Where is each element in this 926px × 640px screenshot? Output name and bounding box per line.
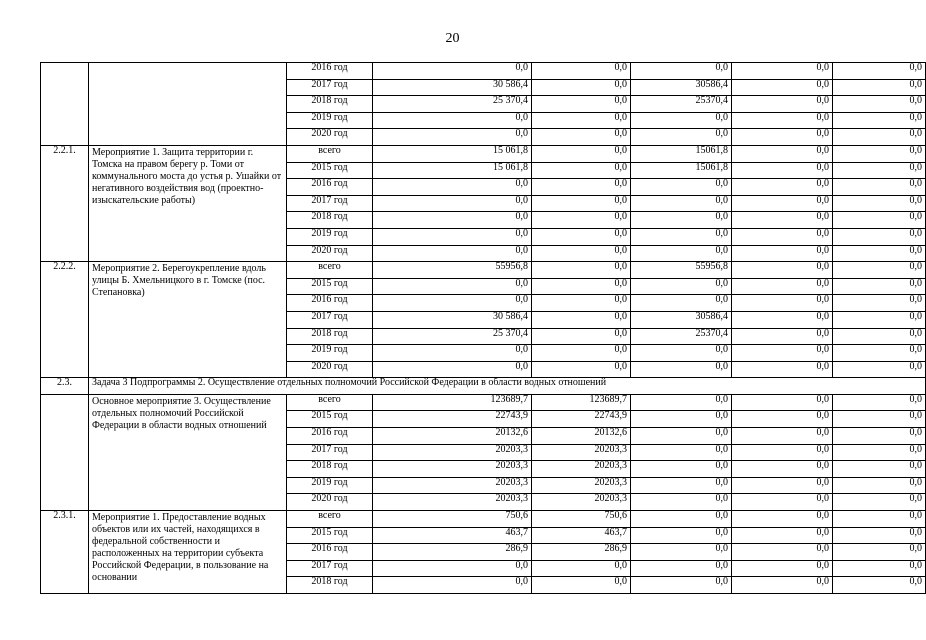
value-cell: 0,0	[631, 428, 732, 445]
value-cell: 0,0	[732, 345, 833, 362]
value-cell: 0,0	[833, 179, 926, 196]
value-cell: 0,0	[373, 295, 532, 312]
value-cell: 0,0	[532, 129, 631, 146]
value-cell: 750,6	[373, 511, 532, 528]
period-cell: 2017 год	[287, 195, 373, 212]
value-cell: 0,0	[732, 63, 833, 80]
item-code-cell: 2.2.2.	[41, 262, 89, 378]
value-cell: 0,0	[833, 129, 926, 146]
value-cell: 0,0	[631, 278, 732, 295]
value-cell: 0,0	[833, 63, 926, 80]
value-cell: 0,0	[373, 245, 532, 262]
item-title-cell: Мероприятие 1. Предоставление водных объектов или их частей, находящихся в федеральной собственности и расположенных на территории субъекта Российской Федерации, в пользование на основании	[89, 511, 287, 594]
period-cell: 2017 год	[287, 311, 373, 328]
value-cell: 0,0	[833, 145, 926, 162]
value-cell: 286,9	[532, 544, 631, 561]
value-cell: 0,0	[532, 345, 631, 362]
value-cell: 0,0	[833, 195, 926, 212]
item-code-cell	[41, 63, 89, 146]
value-cell: 0,0	[631, 345, 732, 362]
value-cell: 0,0	[373, 278, 532, 295]
period-cell: 2017 год	[287, 79, 373, 96]
period-cell: 2016 год	[287, 295, 373, 312]
value-cell: 22743,9	[373, 411, 532, 428]
value-cell: 0,0	[631, 361, 732, 378]
value-cell: 0,0	[532, 262, 631, 279]
value-cell: 0,0	[532, 212, 631, 229]
value-cell: 0,0	[732, 96, 833, 113]
value-cell: 20203,3	[373, 461, 532, 478]
value-cell: 30586,4	[631, 79, 732, 96]
value-cell: 0,0	[833, 527, 926, 544]
period-cell: 2018 год	[287, 577, 373, 594]
value-cell: 0,0	[373, 361, 532, 378]
value-cell: 0,0	[833, 394, 926, 411]
value-cell: 0,0	[631, 212, 732, 229]
value-cell: 0,0	[631, 511, 732, 528]
period-cell: 2015 год	[287, 527, 373, 544]
item-title-cell: Мероприятие 1. Защита территории г. Томска на правом берегу р. Томи от коммунального моста до устья р. Ушайки от негативного воздействия вод (проектно-изыскательские работы)	[89, 145, 287, 261]
value-cell: 0,0	[631, 112, 732, 129]
value-cell: 0,0	[833, 345, 926, 362]
value-cell: 0,0	[732, 295, 833, 312]
period-cell: 2015 год	[287, 278, 373, 295]
value-cell: 463,7	[532, 527, 631, 544]
value-cell: 20203,3	[532, 494, 631, 511]
value-cell: 0,0	[732, 112, 833, 129]
table-row	[41, 511, 926, 528]
value-cell: 0,0	[631, 577, 732, 594]
item-title-cell: Основное мероприятие 3. Осуществление отдельных полномочий Российской Федерации в области водных отношений	[89, 394, 287, 510]
period-cell: всего	[287, 511, 373, 528]
period-cell: 2018 год	[287, 96, 373, 113]
value-cell: 0,0	[732, 145, 833, 162]
table-row	[41, 262, 926, 279]
value-cell: 15 061,8	[373, 162, 532, 179]
value-cell: 0,0	[373, 577, 532, 594]
period-cell: 2016 год	[287, 63, 373, 80]
value-cell: 0,0	[732, 278, 833, 295]
value-cell: 0,0	[732, 461, 833, 478]
value-cell: 0,0	[833, 560, 926, 577]
period-cell: всего	[287, 262, 373, 279]
value-cell: 55956,8	[373, 262, 532, 279]
value-cell: 0,0	[532, 328, 631, 345]
value-cell: 0,0	[631, 494, 732, 511]
value-cell: 463,7	[373, 527, 532, 544]
value-cell: 0,0	[631, 560, 732, 577]
value-cell: 0,0	[631, 63, 732, 80]
value-cell: 15061,8	[631, 145, 732, 162]
table-row	[41, 394, 926, 411]
value-cell: 0,0	[631, 461, 732, 478]
value-cell: 0,0	[833, 544, 926, 561]
value-cell: 0,0	[631, 444, 732, 461]
value-cell: 0,0	[732, 428, 833, 445]
value-cell: 0,0	[833, 494, 926, 511]
value-cell: 0,0	[532, 179, 631, 196]
period-cell: всего	[287, 394, 373, 411]
value-cell: 123689,7	[373, 394, 532, 411]
value-cell: 0,0	[631, 544, 732, 561]
period-cell: 2019 год	[287, 228, 373, 245]
value-cell: 0,0	[732, 129, 833, 146]
value-cell: 0,0	[631, 527, 732, 544]
value-cell: 0,0	[631, 195, 732, 212]
item-title-cell: Мероприятие 2. Берегоукрепление вдоль улицы Б. Хмельницкого в г. Томске (пос. Степановка)	[89, 262, 287, 378]
value-cell: 0,0	[373, 228, 532, 245]
value-cell: 750,6	[532, 511, 631, 528]
value-cell: 0,0	[732, 444, 833, 461]
value-cell: 0,0	[732, 328, 833, 345]
value-cell: 0,0	[532, 63, 631, 80]
value-cell: 0,0	[631, 477, 732, 494]
value-cell: 0,0	[373, 112, 532, 129]
value-cell: 0,0	[373, 63, 532, 80]
period-cell: 2015 год	[287, 162, 373, 179]
value-cell: 0,0	[732, 228, 833, 245]
value-cell: 0,0	[732, 494, 833, 511]
value-cell: 0,0	[532, 577, 631, 594]
period-cell: 2020 год	[287, 494, 373, 511]
value-cell: 0,0	[532, 278, 631, 295]
value-cell: 0,0	[732, 212, 833, 229]
value-cell: 0,0	[631, 411, 732, 428]
value-cell: 22743,9	[532, 411, 631, 428]
period-cell: 2018 год	[287, 328, 373, 345]
value-cell: 0,0	[532, 361, 631, 378]
value-cell: 0,0	[833, 511, 926, 528]
value-cell: 0,0	[532, 112, 631, 129]
value-cell: 0,0	[833, 461, 926, 478]
item-code-cell: 2.3.1.	[41, 511, 89, 594]
value-cell: 25 370,4	[373, 96, 532, 113]
value-cell: 0,0	[532, 195, 631, 212]
value-cell: 0,0	[373, 345, 532, 362]
value-cell: 0,0	[732, 162, 833, 179]
value-cell: 0,0	[833, 112, 926, 129]
value-cell: 0,0	[373, 212, 532, 229]
table-row	[41, 145, 926, 162]
value-cell: 0,0	[631, 394, 732, 411]
value-cell: 20203,3	[532, 444, 631, 461]
value-cell: 55956,8	[631, 262, 732, 279]
period-cell: 2016 год	[287, 544, 373, 561]
value-cell: 30 586,4	[373, 79, 532, 96]
value-cell: 20203,3	[532, 461, 631, 478]
value-cell: 0,0	[532, 295, 631, 312]
value-cell: 0,0	[631, 228, 732, 245]
value-cell: 0,0	[631, 179, 732, 196]
value-cell: 0,0	[732, 311, 833, 328]
value-cell: 0,0	[833, 96, 926, 113]
value-cell: 286,9	[373, 544, 532, 561]
period-cell: 2019 год	[287, 345, 373, 362]
value-cell: 123689,7	[532, 394, 631, 411]
value-cell: 0,0	[833, 245, 926, 262]
value-cell: 0,0	[732, 361, 833, 378]
value-cell: 20203,3	[373, 494, 532, 511]
value-cell: 20203,3	[373, 444, 532, 461]
value-cell: 20203,3	[373, 477, 532, 494]
value-cell: 0,0	[532, 79, 631, 96]
value-cell: 30 586,4	[373, 311, 532, 328]
value-cell: 0,0	[833, 328, 926, 345]
value-cell: 0,0	[833, 444, 926, 461]
period-cell: 2017 год	[287, 560, 373, 577]
value-cell: 0,0	[732, 544, 833, 561]
period-cell: 2019 год	[287, 112, 373, 129]
value-cell: 0,0	[732, 527, 833, 544]
value-cell: 0,0	[532, 162, 631, 179]
value-cell: 0,0	[732, 179, 833, 196]
period-cell: 2020 год	[287, 129, 373, 146]
value-cell: 0,0	[532, 245, 631, 262]
value-cell: 0,0	[732, 262, 833, 279]
value-cell: 0,0	[532, 228, 631, 245]
value-cell: 0,0	[732, 560, 833, 577]
value-cell: 0,0	[833, 278, 926, 295]
value-cell: 30586,4	[631, 311, 732, 328]
value-cell: 0,0	[532, 560, 631, 577]
item-title-cell	[89, 63, 287, 146]
value-cell: 0,0	[532, 145, 631, 162]
item-code-cell	[41, 394, 89, 510]
value-cell: 0,0	[833, 577, 926, 594]
period-cell: 2018 год	[287, 461, 373, 478]
period-cell: 2017 год	[287, 444, 373, 461]
value-cell: 0,0	[631, 245, 732, 262]
section-title-cell: Задача 3 Подпрограммы 2. Осуществление отдельных полномочий Российской Федерации в области водных отношений	[89, 378, 926, 395]
budget-table	[40, 62, 926, 594]
value-cell: 0,0	[732, 411, 833, 428]
period-cell: 2018 год	[287, 212, 373, 229]
value-cell: 0,0	[833, 477, 926, 494]
value-cell: 0,0	[833, 295, 926, 312]
value-cell: 0,0	[631, 295, 732, 312]
value-cell: 0,0	[732, 195, 833, 212]
value-cell: 0,0	[833, 361, 926, 378]
item-code-cell: 2.2.1.	[41, 145, 89, 261]
value-cell: 0,0	[373, 129, 532, 146]
value-cell: 20132,6	[532, 428, 631, 445]
value-cell: 0,0	[833, 162, 926, 179]
value-cell: 0,0	[833, 428, 926, 445]
value-cell: 20132,6	[373, 428, 532, 445]
period-cell: 2015 год	[287, 411, 373, 428]
value-cell: 15061,8	[631, 162, 732, 179]
value-cell: 0,0	[732, 79, 833, 96]
value-cell: 0,0	[833, 311, 926, 328]
value-cell: 0,0	[732, 577, 833, 594]
value-cell: 0,0	[373, 560, 532, 577]
value-cell: 0,0	[532, 96, 631, 113]
period-cell: всего	[287, 145, 373, 162]
value-cell: 0,0	[373, 195, 532, 212]
value-cell: 0,0	[732, 394, 833, 411]
value-cell: 0,0	[833, 212, 926, 229]
period-cell: 2016 год	[287, 428, 373, 445]
value-cell: 0,0	[833, 79, 926, 96]
value-cell: 20203,3	[532, 477, 631, 494]
period-cell: 2019 год	[287, 477, 373, 494]
value-cell: 25370,4	[631, 96, 732, 113]
value-cell: 0,0	[631, 129, 732, 146]
value-cell: 0,0	[833, 228, 926, 245]
period-cell: 2020 год	[287, 245, 373, 262]
period-cell: 2016 год	[287, 179, 373, 196]
value-cell: 0,0	[833, 411, 926, 428]
section-row	[41, 378, 926, 395]
value-cell: 0,0	[532, 311, 631, 328]
value-cell: 0,0	[732, 511, 833, 528]
value-cell: 0,0	[732, 477, 833, 494]
period-cell: 2020 год	[287, 361, 373, 378]
value-cell: 25370,4	[631, 328, 732, 345]
value-cell: 0,0	[373, 179, 532, 196]
value-cell: 0,0	[833, 262, 926, 279]
page-number: 20	[445, 31, 460, 46]
table-row	[41, 63, 926, 80]
value-cell: 0,0	[732, 245, 833, 262]
value-cell: 15 061,8	[373, 145, 532, 162]
section-code-cell: 2.3.	[41, 378, 89, 395]
value-cell: 25 370,4	[373, 328, 532, 345]
